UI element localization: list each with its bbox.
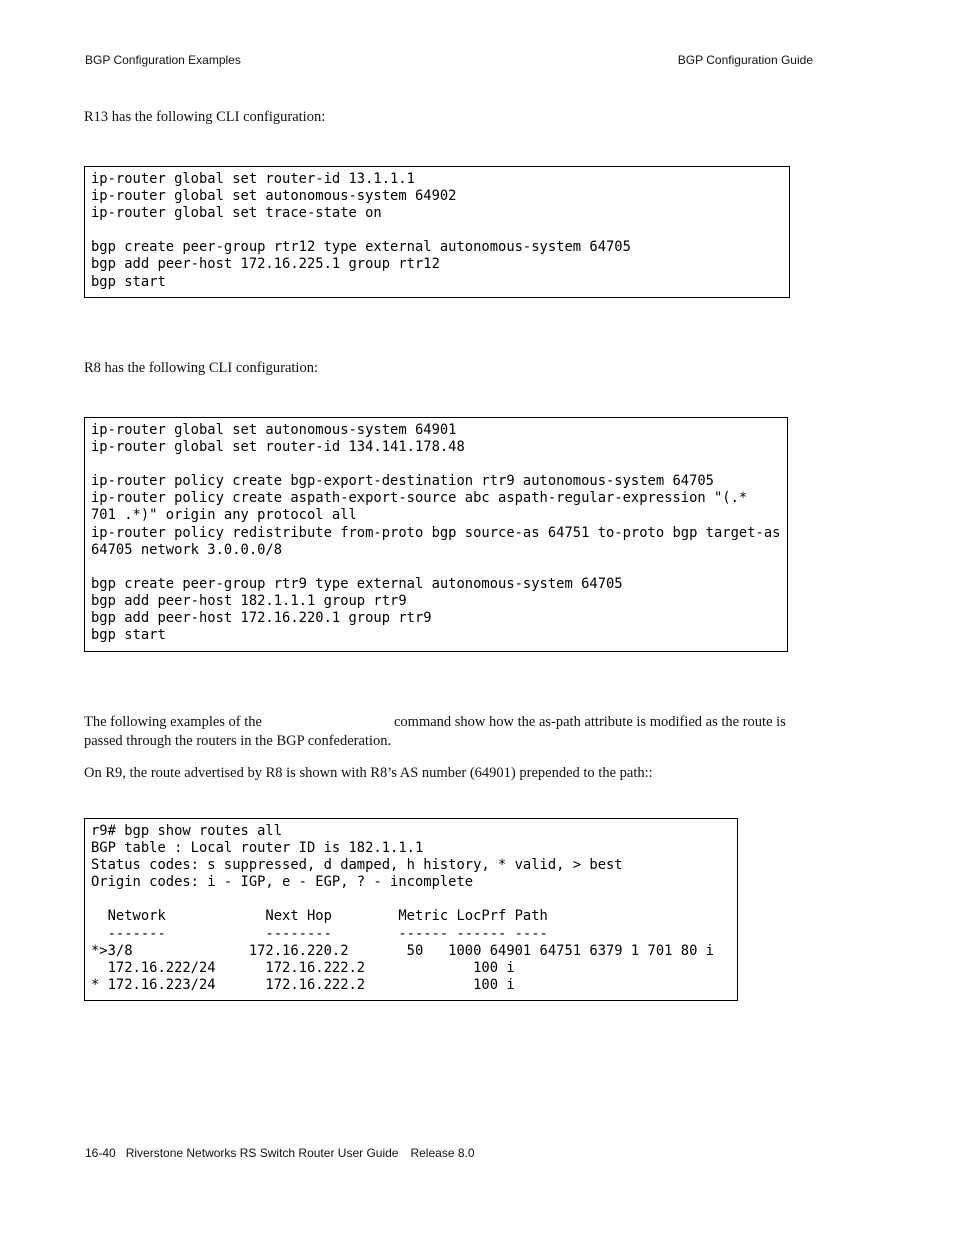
- footer-release: Release 8.0: [410, 1146, 475, 1160]
- r13-intro: R13 has the following CLI configuration:: [84, 109, 326, 125]
- r8-intro: R8 has the following CLI configuration:: [84, 360, 318, 376]
- r13-code: ip-router global set router-id 13.1.1.1 ip-router global set autonomous-system 64902 ip-router global set trace-state on bgp create peer-group rtr12 type external autonomous-system 64705 bgp add peer-host 172.16.225.1 group rtr12 bgp start: [91, 171, 631, 290]
- page-footer: [85, 1146, 475, 1160]
- running-header-right: BGP Configuration Guide: [677, 53, 813, 67]
- examples-paragraph: [84, 713, 814, 751]
- r9-intro: On R9, the route advertised by R8 is shown with R8’s AS number (64901) prepended to the path::: [84, 765, 653, 781]
- r8-code-block: [84, 417, 788, 652]
- footer-title: Riverstone Networks RS Switch Router User Guide: [125, 1146, 399, 1160]
- page-number: 16-40: [85, 1146, 116, 1160]
- r9-code-block: [84, 818, 738, 1001]
- r8-code: ip-router global set autonomous-system 64901 ip-router global set router-id 134.141.178.48 ip-router policy create bgp-export-destination rtr9 autonomous-system 64705 ip-router policy create aspath-export-source abc aspath-regular-expression "(.* 701 .*)" origin any protocol all ip-router policy redistribute from-proto bgp source-as 64751 to-proto bgp target-as 64705 network 3.0.0.0/8 bgp create peer-group rtr9 type external autonomous-system 64705 bgp add peer-host 182.1.1.1 group rtr9 bgp add peer-host 172.16.220.1 group rtr9 bgp start: [91, 422, 781, 644]
- r9-code: r9# bgp show routes all BGP table : Local router ID is 182.1.1.1 Status codes: s suppressed, d damped, h history, * valid, > best Origin codes: i - IGP, e - EGP, ? - incomplete Network Next Hop Metric LocPrf Path ------- -------- ------ ------ ---- *>3/8 172.16.220.2 50 1000 64901 64751 6379 1 701 80 i 172.16.222/24 172.16.222.2 100 i * 172.16.223/24 172.16.222.2 100 i: [91, 823, 714, 993]
- r13-code-block: [84, 166, 790, 298]
- running-header-left: BGP Configuration Examples: [85, 53, 241, 67]
- examples-text-before: The following examples of the: [84, 714, 262, 730]
- examples-text-after: command show how the as-path attribute is modified as the route is passed through the routers in the BGP confederation.: [84, 714, 786, 749]
